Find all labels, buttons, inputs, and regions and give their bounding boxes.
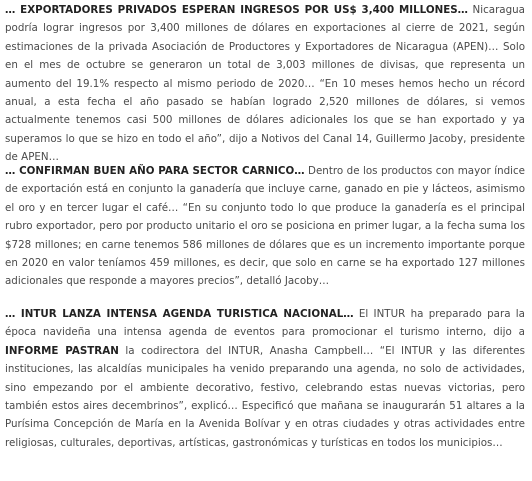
news-paragraph bbox=[5, 305, 525, 452]
news-paragraph bbox=[5, 162, 525, 291]
news-headline: … INTUR LANZA INTENSA AGENDA TURISTICA NACIONAL… bbox=[5, 308, 354, 320]
news-headline: … EXPORTADORES PRIVADOS ESPERAN INGRESOS POR US$ 3,400 MILLONES… bbox=[5, 4, 468, 16]
news-item-sector-carnico bbox=[5, 162, 525, 291]
news-body-rest: la codirectora del INTUR, Anasha Campbell… “El INTUR y las diferentes instituciones, las alcaldías municipales ha venido preparando una agenda, no solo de actividades, sino empezando por el ambiente decorativo, festivo, celebrando estas nuevas victorias, pero también estos aires decembrinos”, explicó… Especificó que mañana se inaugurarán 51 altares a la Purísima Concepción de María en la Avenida Bolívar y en otras ciudades y otras actividades entre religiosas, culturales, deportivas, artísticas, gastronómicas y turísticas en todos los municipios… bbox=[5, 344, 525, 449]
news-body: Dentro de los productos con mayor índice de exportación está en conjunto la ganadería que incluye carne, ganado en pie y lácteos, asimismo el oro y en tercer lugar el café… “En su conjunto todo lo que produce la ganadería es el principal rubro exportador, pero por producto unitario el oro se posiciona en primer lugar, a la fecha suma los $728 millones; en carne tenemos 586 millones de dólares que es un incremento importante porque en 2020 en valor teníamos 459 millones, es decir, que solo en carne se ha exportado 127 millones adicionales que responde a mayores precios”, detalló Jacoby… bbox=[5, 165, 525, 288]
news-paragraph bbox=[5, 1, 525, 167]
program-name: INFORME PASTRAN bbox=[5, 344, 119, 357]
news-item-exportadores bbox=[5, 1, 525, 167]
news-body: Nicaragua podría lograr ingresos por 3,400 millones de dólares en exportaciones al cierre de 2021, según estimaciones de la privada Asociación de Productores y Exportadores de Nicaragua (APEN)… Solo en el mes de octubre se generaron un total de 3,003 millones de divisas, que representa un aumento del 19.1% respecto al mismo periodo de 2020… “En 10 meses hemos hecho un récord anual, a esta fecha el año pasado se habían logrado 2,520 millones de dólares, si vemos actualmente tenemos casi 500 millones de dólares adicionales los que se han exportado y ya superamos lo que se hizo en todo el año”, dijo a Notivos del Canal 14, Guillermo Jacoby, presidente de APEN… bbox=[5, 4, 525, 164]
news-item-intur bbox=[5, 305, 525, 452]
news-body-intro: El INTUR ha preparado para la época navideña una intensa agenda de eventos para promocionar el turismo interno, dijo a bbox=[5, 308, 525, 339]
news-headline: … CONFIRMAN BUEN AÑO PARA SECTOR CARNICO… bbox=[5, 165, 305, 177]
